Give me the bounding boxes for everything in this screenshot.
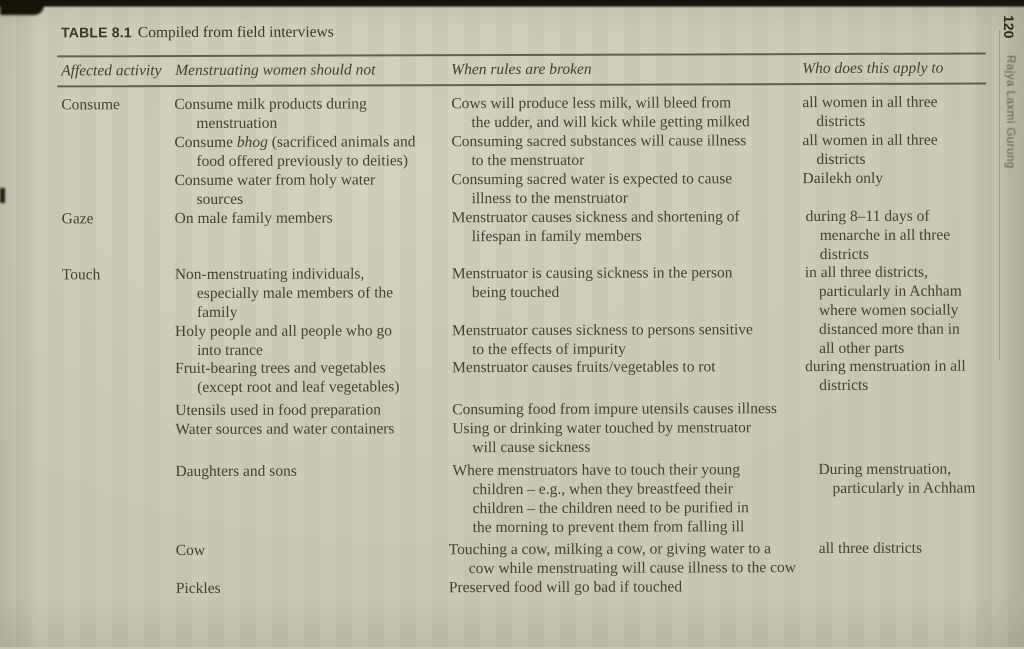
col-header-when-rules-broken: When rules are broken bbox=[451, 60, 592, 79]
cell-when-broken: Menstruator causes fruits/vegetables to rot bbox=[452, 358, 716, 377]
sideways-running-header: Rajya Laxmi Gurung bbox=[1004, 55, 1016, 169]
col-header-affected-activity: Affected activity bbox=[61, 62, 162, 80]
cell-when-broken: Where menstruators have to touch their young children – e.g., when they breastfeed their children – the children need to be purified in the morning to prevent them from falling ill bbox=[452, 461, 749, 537]
cell-applies-to: all three districts bbox=[818, 539, 923, 558]
cell-should-not: Holy people and all people who go into trance bbox=[174, 322, 393, 359]
cell-applies-to: all women in all three districts bbox=[802, 93, 938, 131]
cell-activity: Touch bbox=[61, 266, 101, 284]
cell-should-not: Non-menstruating individuals, especially male members of the family bbox=[174, 265, 394, 321]
cell-when-broken: Touching a cow, milking a cow, or giving water to a cow while menstruating will cause illness to the cow bbox=[448, 540, 796, 578]
cell-applies-to: all women in all three districts bbox=[802, 131, 938, 169]
cell-should-not: Cow bbox=[175, 541, 206, 560]
col-header-should-not: Menstruating women should not bbox=[175, 61, 376, 80]
cell-should-not: Utensils used in food preparation bbox=[175, 401, 382, 420]
cell-should-not: Consume milk products during menstruation bbox=[174, 95, 367, 132]
cell-activity: Gaze bbox=[61, 210, 94, 228]
table-top-rule bbox=[57, 53, 986, 58]
cell-applies-to: in all three districts, particularly in Achham where women socially distanced more than in all other parts bbox=[804, 263, 962, 358]
cell-when-broken: Preserved food will go bad if touched bbox=[448, 578, 683, 597]
cell-should-not: Fruit-bearing trees and vegetables (except root and leaf vegetables) bbox=[175, 359, 400, 396]
cell-when-broken: Consuming sacred substances will cause illness to the menstruator bbox=[451, 132, 747, 170]
col-header-who-applies: Who does this apply to bbox=[802, 59, 944, 78]
cell-when-broken: Menstruator causes sickness and shortening of lifespan in family members bbox=[451, 208, 740, 246]
cell-when-broken: Consuming sacred water is expected to cause illness to the menstruator bbox=[451, 170, 733, 208]
cell-when-broken: Menstruator is causing sickness in the person being touched bbox=[451, 264, 733, 302]
cell-activity: Consume bbox=[61, 96, 120, 114]
cell-applies-to: during menstruation in all districts bbox=[805, 357, 966, 395]
cell-should-not: Daughters and sons bbox=[175, 462, 297, 481]
bhog-italic-term: bhog bbox=[236, 133, 268, 151]
cell-should-not: Consume water from holy water sources bbox=[174, 171, 376, 208]
cell-should-not bbox=[174, 132, 496, 171]
cell-should-not: Water sources and water containers bbox=[175, 420, 395, 439]
cell-applies-to: During menstruation, particularly in Achham bbox=[818, 460, 976, 497]
cell-applies-to: Dailekh only bbox=[802, 169, 884, 188]
table-caption-text: Compiled from field interviews bbox=[137, 23, 334, 42]
table-number-label: TABLE 8.1 bbox=[61, 24, 132, 41]
cell-when-broken: Consuming food from impure utensils causes illness bbox=[452, 400, 777, 419]
text-part: (sacrificed animals and food offered previously to deities) bbox=[196, 133, 416, 170]
cell-when-broken: Using or drinking water touched by menstruator will cause sickness bbox=[452, 419, 752, 457]
cell-when-broken: Menstruator causes sickness to persons sensitive to the effects of impurity bbox=[451, 321, 753, 359]
text-part: Consume bbox=[174, 133, 237, 152]
table-caption bbox=[61, 24, 334, 43]
cell-when-broken: Cows will produce less milk, will bleed from the udder, and will kick while getting milked bbox=[451, 94, 750, 132]
cell-should-not: On male family members bbox=[174, 209, 333, 228]
cell-should-not: Pickles bbox=[175, 579, 221, 598]
table-header-rule bbox=[57, 83, 986, 88]
sideways-page-number: 120 bbox=[1001, 15, 1017, 39]
cell-applies-to: during 8–11 days of menarche in all three districts bbox=[805, 207, 951, 264]
